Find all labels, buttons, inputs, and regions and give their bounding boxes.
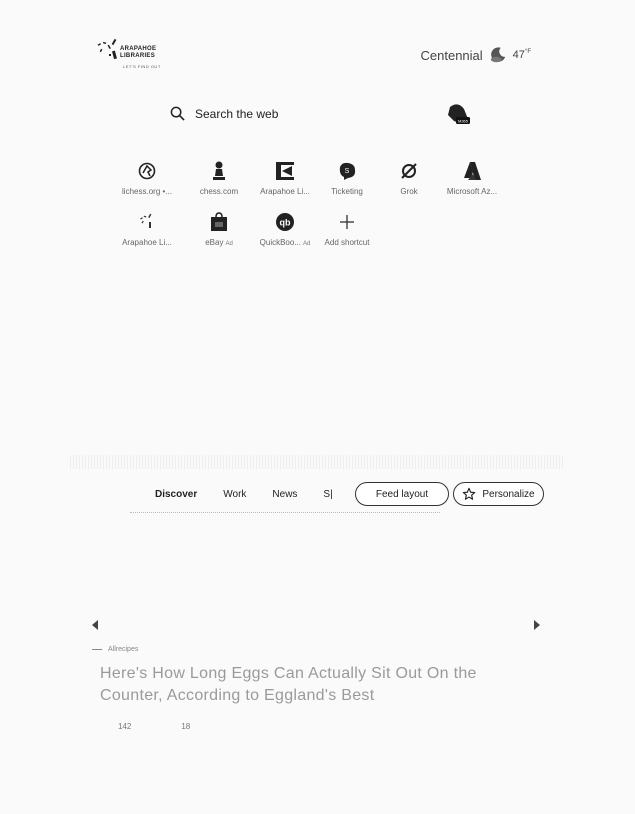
source-logo-icon <box>92 649 102 650</box>
shortcut-label: Arapahoe Li... <box>260 187 310 196</box>
ticketing-icon <box>336 160 358 182</box>
carousel-next-icon[interactable] <box>534 620 540 630</box>
shortcut-arapahoe-li-2[interactable] <box>112 211 182 247</box>
svg-text:S: S <box>344 168 350 175</box>
tab-truncated[interactable]: S| <box>323 489 333 500</box>
shortcut-chess-com[interactable] <box>184 160 254 196</box>
quickbooks-icon <box>274 211 296 233</box>
shortcut-label: Ticketing <box>331 187 363 196</box>
shortcut-label: eBay Ad <box>205 238 233 247</box>
ad-badge: Ad <box>225 241 233 247</box>
personalize-button[interactable] <box>453 482 544 506</box>
article-headline[interactable]: Here's How Long Eggs Can Actually Sit Out On the Counter, According to Eggland's Best <box>100 665 477 704</box>
add-shortcut-button[interactable] <box>312 211 382 247</box>
shortcut-grok[interactable] <box>374 160 444 196</box>
arapahoe-logo-icon <box>136 211 158 233</box>
m365-copilot-icon[interactable] <box>444 103 472 127</box>
shortcut-label: QuickBoo... Ad <box>259 238 311 247</box>
arapahoe-k-icon <box>274 160 296 182</box>
shortcut-label: Microsoft Az... <box>446 187 498 196</box>
star-sparkle-icon <box>462 487 476 501</box>
shortcut-ticketing[interactable] <box>312 160 382 196</box>
comment-count[interactable]: 18 <box>181 722 191 731</box>
shortcut-label: Arapahoe Li... <box>122 238 172 247</box>
logo-tagline: LET'S FIND OUT <box>123 64 161 69</box>
azure-icon <box>461 160 483 182</box>
shortcut-label: chess.com <box>199 187 239 196</box>
ad-badge: Ad <box>303 241 311 247</box>
tab-news[interactable]: News <box>272 489 298 500</box>
search-icon <box>170 106 185 121</box>
tab-discover[interactable]: Discover <box>155 489 198 500</box>
grok-icon <box>398 160 420 182</box>
svg-text:qb: qb <box>279 217 291 228</box>
weather-widget[interactable] <box>421 46 531 64</box>
article-source-name: Allrecipes <box>108 646 139 653</box>
feed-layout-label: Feed layout <box>375 488 429 500</box>
shortcut-quickbooks[interactable] <box>250 211 320 247</box>
carousel-prev-icon[interactable] <box>92 620 98 630</box>
tabs-underline <box>130 512 440 513</box>
article-reactions <box>118 722 190 731</box>
article-source[interactable] <box>92 646 138 653</box>
lichess-icon <box>136 160 158 182</box>
shortcut-label: lichess.org •... <box>122 187 172 196</box>
plus-icon <box>336 211 358 233</box>
personalize-label: Personalize <box>482 488 535 500</box>
search-placeholder: Search the web <box>195 106 279 121</box>
feed-layout-button[interactable] <box>355 482 449 506</box>
shortcut-ebay[interactable] <box>184 211 254 247</box>
like-count[interactable]: 142 <box>118 722 132 731</box>
feed-tabs <box>155 489 359 500</box>
divider <box>70 455 565 469</box>
shortcut-label: Add shortcut <box>324 238 370 247</box>
tab-work[interactable]: Work <box>223 489 247 500</box>
shortcut-lichess[interactable] <box>112 160 182 196</box>
chess-pawn-icon <box>208 160 230 182</box>
moon-cloud-icon <box>489 46 507 64</box>
search-box[interactable] <box>170 106 278 121</box>
shortcut-microsoft-azure[interactable] <box>437 160 507 196</box>
ebay-bag-icon <box>208 211 230 233</box>
m365-label: M365 <box>457 118 469 124</box>
weather-location: Centennial <box>420 47 483 63</box>
logo-text: ARAPAHOE LIBRARIES <box>120 46 157 59</box>
shortcut-arapahoe-li-1[interactable] <box>250 160 320 196</box>
weather-temperature: $47^{^\circ F}$ <box>512 49 531 61</box>
shortcut-label: Grok <box>400 187 418 196</box>
